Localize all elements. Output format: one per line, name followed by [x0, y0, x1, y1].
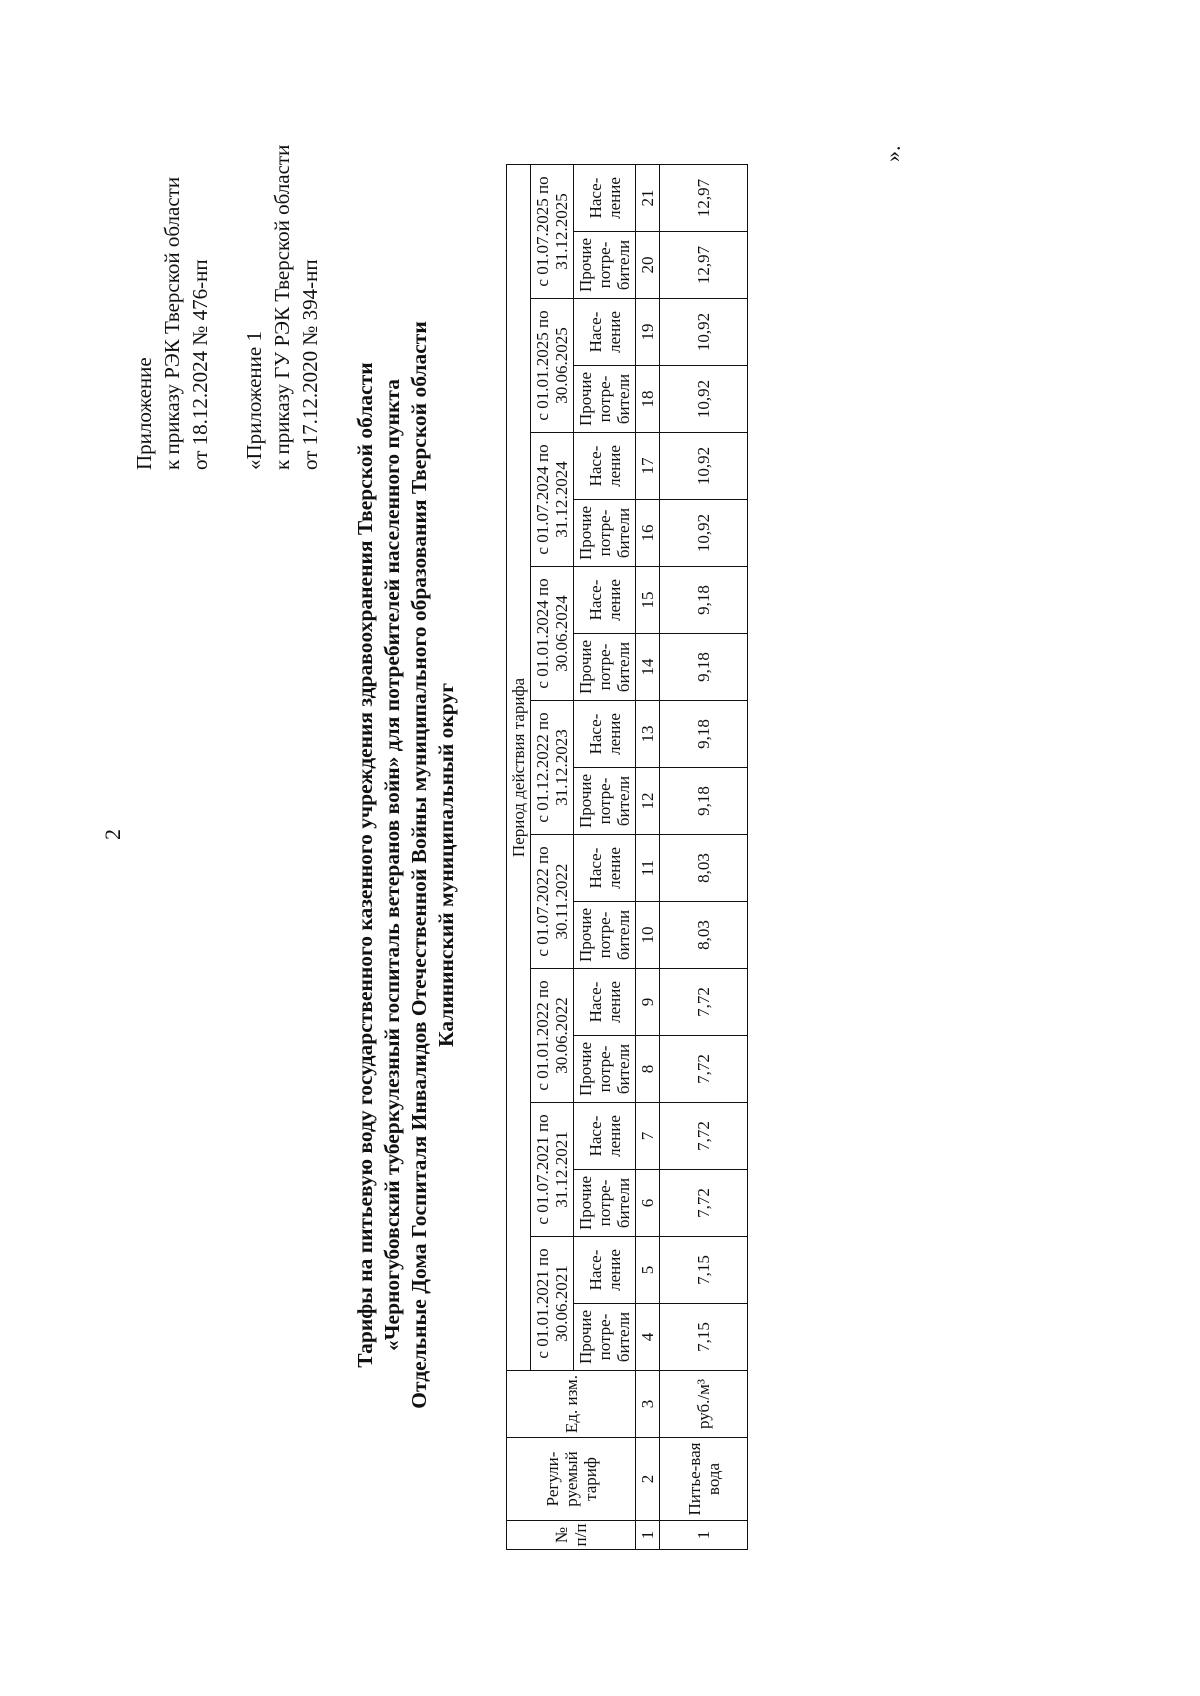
subheader-other: Прочие потре-бители: [574, 1036, 636, 1103]
colnum-cell: 21: [636, 165, 660, 232]
colnum-cell: 2: [636, 1438, 660, 1521]
subheader-other: Прочие потре-бители: [574, 232, 636, 299]
subheader-population: Насе-ление: [574, 835, 636, 902]
subheader-other: Прочие потре-бители: [574, 1170, 636, 1237]
appendix-header: [130, 145, 324, 470]
subheader-other: Прочие потре-бители: [574, 634, 636, 701]
subheader-other: Прочие потре-бители: [574, 768, 636, 835]
value-cell: 12,97: [660, 165, 748, 232]
subheader-other: Прочие потре-бители: [574, 902, 636, 969]
colnum-cell: 15: [636, 567, 660, 634]
colnum-cell: 5: [636, 1237, 660, 1304]
subheader-population: Насе-ление: [574, 299, 636, 366]
colnum-cell: 6: [636, 1170, 660, 1237]
row-num: 1: [660, 1521, 748, 1550]
appendix-line: Приложение: [132, 357, 156, 470]
row-name: Питье-вая вода: [660, 1438, 748, 1521]
subheader-population: Насе-ление: [574, 165, 636, 232]
value-cell: 7,15: [660, 1237, 748, 1304]
value-cell: 10,92: [660, 500, 748, 567]
colnum-cell: 14: [636, 634, 660, 701]
closing-quote: ».: [880, 145, 905, 162]
title-line: Отдельные Дома Госпиталя Инвалидов Отечественной Войны муниципального образования Тверской области: [407, 321, 431, 1409]
colnum-cell: 1: [636, 1521, 660, 1550]
value-cell: 7,72: [660, 1170, 748, 1237]
colnum-cell: 13: [636, 701, 660, 768]
colnum-cell: 8: [636, 1036, 660, 1103]
period-cell: с 01.07.2021 по 31.12.2021: [531, 1103, 574, 1237]
appendix-line: от 18.12.2024 № 476-нп: [188, 259, 212, 470]
appendix-line: «Приложение 1: [242, 331, 266, 470]
subheader-population: Насе-ление: [574, 701, 636, 768]
value-cell: 9,18: [660, 634, 748, 701]
header-num: № п/п: [507, 1521, 636, 1550]
rotated-page: [100, 80, 1100, 1600]
subheader-other: Прочие потре-бители: [574, 366, 636, 433]
value-cell: 9,18: [660, 768, 748, 835]
colnum-cell: 12: [636, 768, 660, 835]
page-number: 2: [100, 829, 125, 840]
colnum-cell: 18: [636, 366, 660, 433]
colnum-cell: 19: [636, 299, 660, 366]
period-cell: с 01.07.2024 по 31.12.2024: [531, 433, 574, 567]
subheader-population: Насе-ление: [574, 1103, 636, 1170]
colnum-cell: 4: [636, 1304, 660, 1371]
appendix-line: от 17.12.2020 № 394-нп: [298, 259, 322, 470]
header-period: Период действия тарифа: [507, 165, 531, 1371]
value-cell: 7,72: [660, 1036, 748, 1103]
period-cell: с 01.01.2021 по 30.06.2021: [531, 1237, 574, 1371]
title-line: Тарифы на питьевую воду государственного казенного учреждения здравоохранения Тверской области: [353, 362, 377, 1368]
colnum-cell: 10: [636, 902, 660, 969]
title-line: «Черногубовский туберкулезный госпиталь ветеранов войн» для потребителей населенного пункта: [380, 379, 404, 1351]
value-cell: 8,03: [660, 835, 748, 902]
colnum-cell: 11: [636, 835, 660, 902]
colnum-cell: 17: [636, 433, 660, 500]
subheader-other: Прочие потре-бители: [574, 1304, 636, 1371]
table-subheader-row: [574, 165, 636, 1550]
period-cell: с 01.07.2022 по 30.11.2022: [531, 835, 574, 969]
value-cell: 12,97: [660, 232, 748, 299]
header-unit: Ед. изм.: [507, 1371, 636, 1438]
value-cell: 7,72: [660, 1103, 748, 1170]
subheader-population: Насе-ление: [574, 969, 636, 1036]
value-cell: 10,92: [660, 299, 748, 366]
appendix-line: к приказу ГУ РЭК Тверской области: [270, 144, 294, 470]
colnum-cell: 20: [636, 232, 660, 299]
period-cell: с 01.01.2025 по 30.06.2025: [531, 299, 574, 433]
period-cell: с 01.01.2024 по 30.06.2024: [531, 567, 574, 701]
table-period-row: [531, 165, 574, 1550]
colnum-cell: 9: [636, 969, 660, 1036]
value-cell: 10,92: [660, 366, 748, 433]
document-title: [352, 200, 460, 1530]
row-unit: руб./м³: [660, 1371, 748, 1438]
subheader-population: Насе-ление: [574, 567, 636, 634]
value-cell: 9,18: [660, 567, 748, 634]
subheader-other: Прочие потре-бители: [574, 500, 636, 567]
value-cell: 7,72: [660, 969, 748, 1036]
colnum-cell: 7: [636, 1103, 660, 1170]
header-regulated-tariff: Регули-руемый тариф: [507, 1438, 636, 1521]
table-row: [660, 165, 748, 1550]
title-line: Калининский муниципальный округ: [434, 683, 458, 1047]
subheader-population: Насе-ление: [574, 433, 636, 500]
colnum-cell: 3: [636, 1371, 660, 1438]
value-cell: 10,92: [660, 433, 748, 500]
appendix-line: к приказу РЭК Тверской области: [160, 176, 184, 470]
value-cell: 9,18: [660, 701, 748, 768]
subheader-population: Насе-ление: [574, 1237, 636, 1304]
period-cell: с 01.12.2022 по 31.12.2023: [531, 701, 574, 835]
table-header-row: [507, 165, 531, 1550]
tariff-table: [506, 164, 748, 1550]
value-cell: 8,03: [660, 902, 748, 969]
value-cell: 7,15: [660, 1304, 748, 1371]
period-cell: с 01.07.2025 по 31.12.2025: [531, 165, 574, 299]
colnum-cell: 16: [636, 500, 660, 567]
period-cell: с 01.01.2022 по 30.06.2022: [531, 969, 574, 1103]
table-colnum-row: [636, 165, 660, 1550]
